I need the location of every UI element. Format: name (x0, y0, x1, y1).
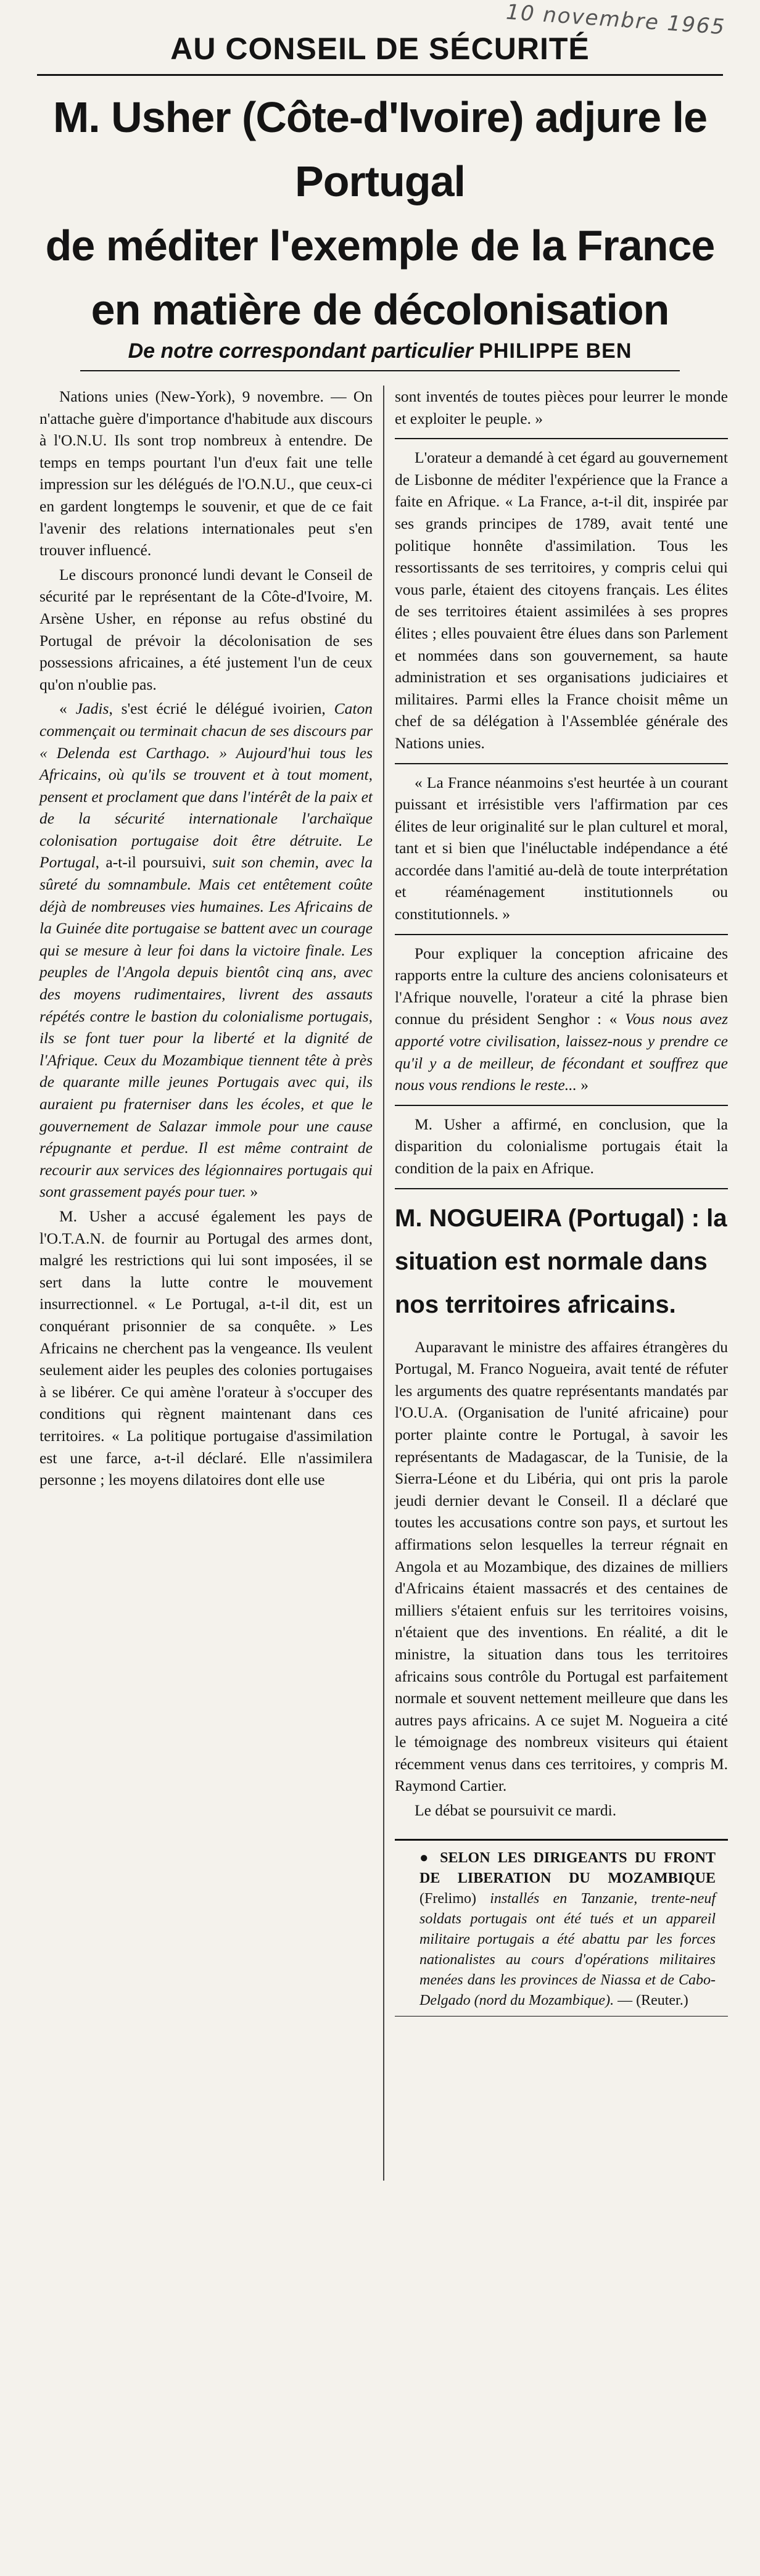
paragraph-usher-speech: Le discours prononcé lundi devant le Conseil de sécurité par le représentant de la Côte-d'Ivoire, M. Arsène Usher, en réponse au refus obstiné du Portugal de prévoir la décolonisation de ses possessions africaines, a été justement l'un de ceux qu'on n'oublie pas. (39, 565, 373, 693)
handwritten-date-note: 10 novembre 1965 (505, 0, 727, 40)
paragraph-senghor-quote: Pour expliquer la conception africaine des rapports entre la culture des anciens colonisateurs et l'Afrique nouvelle, l'orateur a cité la phrase bien connue du président Senghor : « Vous nous avez apporté votre civilisation, laissez-nous y prendre ce qu'il y a de meilleur, de fécondant et souffrez que nous vous rendions le reste... » (395, 944, 728, 1094)
paragraph-conclusion: M. Usher a affirmé, en conclusion, que la disparition du colonialisme portugais était la condition de la paix en Afrique. (395, 1115, 728, 1177)
rubric-divider (37, 74, 723, 76)
paragraph-usher-quote: « Jadis, s'est écrié le délégué ivoirien, Caton commençait ou terminait chacun de ses discours par « Delenda est Carthago. » Aujourd'hui tous les Africains, où qu'ils se trouvent et à tout moment, pensent et proclament que dans l'intérêt de la paix et de la sécurité internationale l'archaïque colonisation portugaise doit être détruite. Le Portugal, a-t-il poursuivi, suit son chemin, avec la sûreté du somnambule. Mais cet entêtement coûte déjà de nombreuses vies humaines. Les Africains de la Guinée dite portugaise se battent avec un courage qui se mesure à leur foi dans la victoire finale. Les peuples de l'Angola depuis bientôt cinq ans, avec des moyens rudimentaires, livrent des assauts répétés contre le bastion du colonialisme portugais, ils se font tuer pour la liberté et la dignité de l'Afrique. Ceux du Mozambique tiennent tête à près de quarante mille jeunes Portugais avec qui, ils auraient pu fraterniser dans les écoles, et que le gouvernement de Salazar immole pour une cause répugnante et perdue. Il est même contraint de recourir aux services des légionnaires portugais qui sont grassement payés pour tuer. » (39, 700, 373, 1201)
byline (37, 339, 723, 363)
article-column-left (39, 386, 373, 1491)
section-divider (395, 934, 728, 935)
section-divider (395, 1188, 728, 1189)
paragraph-nogueira-response: Auparavant le ministre des affaires étrangères du Portugal, M. Franco Nogueira, avait tenté de réfuter les arguments des quatre représentants mandatés par l'O.U.A. (Organisation de l'unité africaine) pour porter plainte contre le Portugal, à savoir les représentants de Madagascar, de la Tunisie, de la Sierra-Léone et du Libéria, qui ont pris la parole jeudi dernier devant le Conseil. Il a déclaré que toutes les accusations contre son pays, et surtout les affirmations selon lesquelles la terreur régnait en Angola et au Mozambique, des dizaines de milliers d'Africains étaient massacrés et des centaines de milliers s'étaient enfuis sur les territoires voisins, n'étaient que des inventions. En réalité, a dit le ministre, la situation dans tous les territoires africains sous contrôle du Portugal est parfaitement normale et souvent nettement meilleure que dans les autres pays africains. A ce sujet M. Nogueira a cité le témoignage des nombreux visiteurs qui étaient récemment venus dans ces territoires, y compris M. Raymond Cartier. (395, 1337, 728, 1795)
paragraph-otan-accusation: M. Usher a accusé également les pays de l'O.T.A.N. de fournir au Portugal des armes dont, malgré les restrictions qui lui sont imposées, il se sert dans la lutte contre le mouvement insurrectionnel. « Le Portugal, a-t-il dit, est un conquérant prisonnier de sa conquête. » Les Africains ne cherchent pas la vengeance. Ils veulent seulement aider les peuples des colonies portugaises à se libérer. Ce qui amène l'orateur à s'occuper des conditions qui règnent maintenant dans ces territoires. « La politique portugaise d'assimilation est une farce, a-t-il déclaré. Elle n'assimilera personne ; les moyens dilatoires dont elle use (39, 1207, 373, 1489)
headline-line-2: de méditer l'exemple de la France (45, 221, 715, 270)
article-column-right (395, 386, 728, 2017)
byline-prefix: De notre correspondant particulier (128, 339, 479, 363)
column-divider (383, 386, 384, 2181)
subheadline-nogueira: M. NOGUEIRA (Portugal) : la situation est normale dans nos territoires africains. (395, 1204, 727, 1318)
section-rubric: AU CONSEIL DE SÉCURITÉ (170, 31, 590, 66)
byline-author: PHILIPPE BEN (479, 339, 632, 363)
headline (37, 85, 723, 342)
section-divider (395, 1105, 728, 1106)
headline-line-1: M. Usher (Côte-d'Ivoire) adjure le Portugal (52, 93, 708, 205)
paragraph-continuation: sont inventés de toutes pièces pour leurrer le monde et exploiter le peuple. » (395, 387, 728, 427)
paragraph-dateline: Nations unies (New-York), 9 novembre. — On n'attache guère d'importance d'habitude aux discours à l'O.N.U. Ils sont trop nombreux à entendre. De temps en temps pourtant l'un d'eux fait une telle impression sur les délégués de l'O.N.U., que ceux-ci en gardent longtemps le souvenir, et que de ce fait l'avenir des relations internationales peut s'en trouver influencé. (39, 387, 373, 559)
section-divider (395, 438, 728, 439)
reuter-news-box: ● SELON LES DIRIGEANTS DU FRONT DE LIBERATION DU MOZAMBIQUE (Frelimo) installés en Tanzanie, trente-neuf soldats portugais ont été tués et un appareil militaire portugais a été abattu par les forces nationalistes au cours d'opérations militaires menées dans les provinces de Niassa et de Cabo-Delgado (nord du Mozambique). — (Reuter.) (395, 1839, 728, 2017)
section-divider (395, 763, 728, 764)
headline-line-3: en matière de décolonisation (91, 286, 669, 334)
paragraph-debate-continues: Le débat se poursuivit ce mardi. (415, 1801, 617, 1820)
paragraph-france-independence: « La France néanmoins s'est heurtée à un courant puissant et irrésistible vers l'affirmation par ces élites de leur originalité sur le plan culturel et moral, tant et si bien que l'inéluctable indépendance a été accordée dans l'amitié au-delà de toute interprétation et réaménagement institutionnels ou constitutionnels. » (395, 773, 728, 923)
byline-divider (80, 370, 680, 371)
paragraph-france-example: L'orateur a demandé à cet égard au gouvernement de Lisbonne de méditer l'expérience que la France a faite en Afrique. « La France, a-t-il dit, inspirée par ses grands principes de 1789, avait tenté une politique honnête d'assimilation. Tous les ressortissants de ses territoires, y compris celui qui vous parle, étaient des citoyens français. Les élites de ses territoires étaient assimilées à ses propres élites ; elles pouvaient être élues dans son Parlement et nommées dans son gouvernement, sa haute administration et ses organisations judiciaires et militaires. Parmi elles la France choisit même un chef de sa délégation à l'Assemblée générale des Nations unies. (395, 448, 728, 752)
